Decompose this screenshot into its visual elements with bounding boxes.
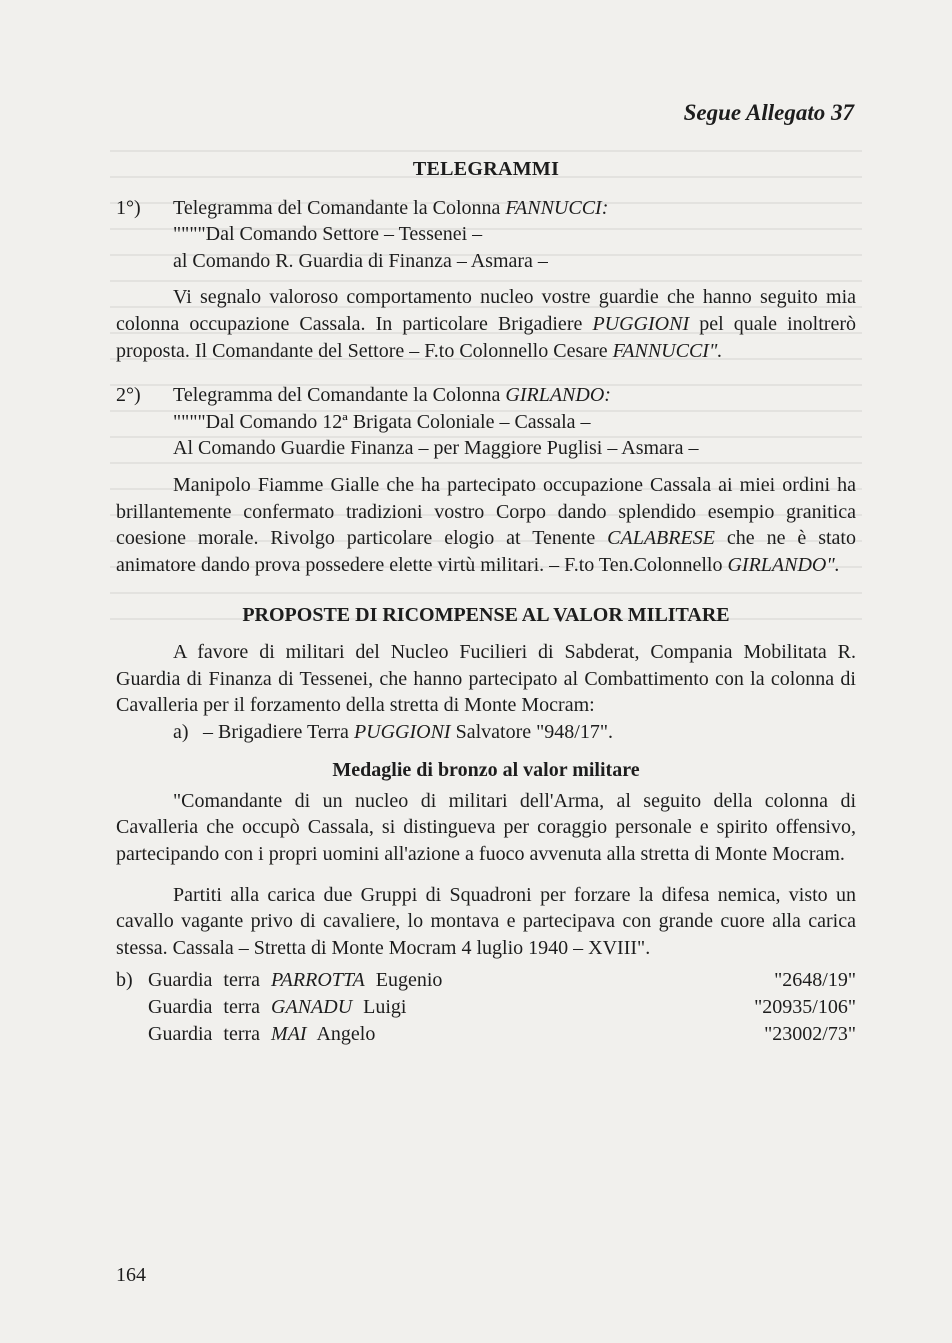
- telegram-2-intro-text: Telegramma del Comandante la Colonna: [173, 384, 506, 407]
- recipient-surname: GANADU: [271, 996, 353, 1019]
- recipient-code: "20935/106": [754, 996, 856, 1019]
- telegram-2: [116, 382, 856, 462]
- telegram-1-number: 1°): [116, 196, 141, 219]
- recipient-code: "2648/19": [774, 969, 856, 992]
- recipient-name: [148, 967, 774, 994]
- proposal-a-text: [203, 719, 613, 746]
- recipient-name: [148, 994, 754, 1021]
- telegram-1-intro-name: FANNUCCI:: [505, 196, 609, 219]
- telegram-2-body-b: che ne è stato animatore dando prova possedere elette virtù militari. – F.to Ten.Colonnello: [116, 527, 856, 576]
- telegram-2-intro: [173, 382, 856, 409]
- telegram-1-text: [173, 195, 856, 275]
- telegram-1-body-a: Vi segnalo valoroso comportamento nucleo vostre guardie che hanno seguito mia colonna occupazione Cassala. In particolare Brigadiere: [116, 286, 856, 335]
- recipient-firstname: Angelo: [306, 1023, 376, 1046]
- page-number: 164: [116, 1264, 146, 1286]
- motivation-paragraph-1: "Comandante di un nucleo di militari dell'Arma, al seguito della colonna di Cavalleria che occupò Cassala, si distingueva per coraggio personale e spirito offensivo, partecipando con i propri uomini all'azione a fuoco avvenuta alla stretta di Monte Mocram.: [116, 789, 856, 866]
- telegram-1-signature: FANNUCCI".: [612, 339, 723, 362]
- telegram-1-body-b: pel quale inoltrerò proposta. Il Comandante del Settore – F.to Colonnello Cesare: [116, 312, 856, 362]
- page-content: [116, 100, 856, 1048]
- proposal-a-label: a): [173, 720, 189, 743]
- recipient-rank: Guardia terra: [148, 996, 272, 1019]
- recipient-rank: Guardia terra: [148, 969, 272, 992]
- telegram-2-intro-name: GIRLANDO:: [505, 384, 611, 407]
- proposal-a: [116, 719, 856, 746]
- running-head: Segue Allegato 37: [683, 100, 854, 125]
- proposal-a-rank: – Brigadiere Terra: [203, 720, 354, 743]
- telegram-2-from: """"Dal Comando 12ª Brigata Coloniale – Cassala –: [173, 410, 591, 433]
- proposals-intro: A favore di militari del Nucleo Fucilieri di Sabderat, Compania Mobilitata R. Guardia di Finanza di Tessenei, che hanno partecipato al Combattimento con la colonna di Cavalleria per il forzamento della stretta di Monte Mocram:: [116, 640, 856, 717]
- telegram-2-body: [116, 472, 856, 578]
- telegram-1-body: [116, 284, 856, 364]
- telegram-1-intro: [173, 195, 856, 222]
- proposal-a-rest: Salvatore "948/17".: [450, 720, 614, 743]
- telegram-2-number: 2°): [116, 384, 141, 407]
- telegram-2-to: Al Comando Guardie Finanza – per Maggiore Puglisi – Asmara –: [173, 437, 699, 460]
- telegram-1-body-name: PUGGIONI: [592, 312, 690, 335]
- telegrams-title: TELEGRAMMI: [412, 158, 560, 180]
- recipient-firstname: Eugenio: [364, 969, 443, 992]
- proposal-a-name: PUGGIONI: [353, 720, 451, 743]
- telegram-2-body-a: Manipolo Fiamme Gialle che ha partecipato occupazione Cassala ai miei ordini ha brillantemente confermato tradizioni vostro Corpo dando splendido esempio granitica coesione morale. Rivolgo particolare elogio at Tenente: [116, 473, 856, 550]
- recipient-row: [116, 1021, 856, 1048]
- telegram-2-signature: GIRLANDO".: [727, 553, 840, 576]
- proposals-title: PROPOSTE DI RICOMPENSE AL VALOR MILITARE: [242, 604, 730, 627]
- telegram-2-body-name: CALABRESE: [607, 527, 715, 550]
- telegram-1-from: """"Dal Comando Settore – Tessenei –: [173, 223, 483, 246]
- recipient-row: [116, 994, 856, 1021]
- telegram-1: [116, 195, 856, 275]
- motivation-paragraph-2: Partiti alla carica due Gruppi di Squadroni per forzare la difesa nemica, visto un cavallo vagante privo di cavaliere, lo montava e partecipava con grande cuore alla carica stessa. Cassala – Stretta di Monte Mocram 4 luglio 1940 – XVIII".: [116, 883, 856, 959]
- recipient-surname: PARROTTA: [271, 969, 365, 992]
- proposal-b-label: b): [116, 969, 133, 992]
- recipient-firstname: Luigi: [352, 996, 407, 1019]
- telegram-1-to: al Comando R. Guardia di Finanza – Asmara –: [173, 249, 548, 272]
- recipient-row: [116, 967, 856, 994]
- recipient-code: "23002/73": [764, 1023, 856, 1046]
- recipient-name: [148, 1021, 764, 1048]
- recipients-list: [116, 967, 856, 1048]
- telegram-2-text: [173, 382, 856, 462]
- medal-title: Medaglie di bronzo al valor militare: [332, 759, 640, 782]
- recipient-surname: MAI: [271, 1023, 307, 1046]
- recipient-rank: Guardia terra: [148, 1023, 272, 1046]
- telegram-1-intro-text: Telegramma del Comandante la Colonna: [173, 196, 506, 219]
